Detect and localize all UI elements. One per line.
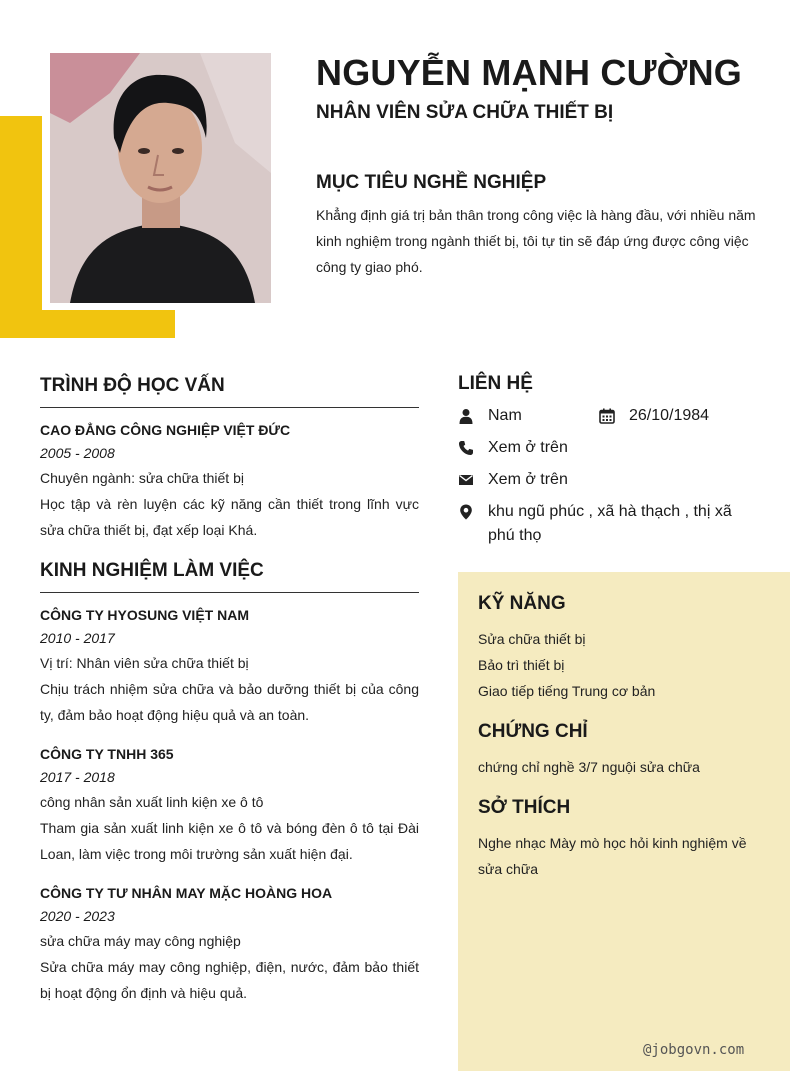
- section-divider: [40, 592, 419, 593]
- address-value: khu ngũ phúc , xã hà thạch , thị xã phú thọ: [488, 503, 732, 544]
- description: Chịu trách nhiệm sửa chữa và bảo dưỡng thiết bị của công ty, đảm bảo hoạt động hiệu quả và an toàn.: [40, 681, 419, 723]
- experience-heading: KINH NGHIỆM LÀM VIỆC: [40, 560, 264, 581]
- contact-email: [458, 468, 758, 492]
- hobbies-text: Nghe nhạc Mày mò học hỏi kinh nghiệm về sửa chữa: [478, 835, 747, 877]
- period: 2017 - 2018: [40, 769, 115, 785]
- section-divider: [40, 407, 419, 408]
- job-title: NHÂN VIÊN SỬA CHỮA THIẾT BỊ: [316, 102, 614, 123]
- watermark: @jobgovn.com: [643, 1042, 745, 1058]
- email-value: Xem ở trên: [488, 471, 568, 488]
- phone-value: Xem ở trên: [488, 439, 568, 456]
- period: 2005 - 2008: [40, 445, 115, 461]
- description: Học tập và rèn luyện các kỹ năng cần thiết trong lĩnh vực sửa chữa thiết bị, đạt xếp loại Khá.: [40, 496, 419, 538]
- objective-heading: MỤC TIÊU NGHỀ NGHIỆP: [316, 172, 547, 193]
- description: Tham gia sản xuất linh kiện xe ô tô và bóng đèn ô tô tại Đài Loan, làm việc trong môi trường sản xuất hiện đại.: [40, 820, 419, 862]
- position: sửa chữa máy may công nghiệp: [40, 933, 241, 949]
- school-name: CAO ĐẲNG CÔNG NGHIỆP VIỆT ĐỨC: [40, 422, 291, 438]
- certificate-item: chứng chỉ nghề 3/7 nguội sửa chữa: [478, 759, 700, 775]
- skills-list: [478, 626, 758, 704]
- position: công nhân sản xuất linh kiện xe ô tô: [40, 794, 264, 810]
- phone-icon: [458, 436, 488, 460]
- location-pin-icon: [458, 500, 488, 548]
- accent-block-horizontal: [0, 310, 175, 338]
- contact-heading: LIÊN HỆ: [458, 373, 533, 394]
- skills-heading: KỸ NĂNG: [478, 593, 566, 614]
- education-item: [40, 419, 419, 543]
- contact-address: [458, 500, 748, 548]
- company-name: CÔNG TY TƯ NHÂN MAY MẶC HOÀNG HOA: [40, 885, 333, 901]
- hobbies-heading: SỞ THÍCH: [478, 797, 571, 818]
- gender-value: Nam: [488, 407, 522, 424]
- certificates-heading: CHỨNG CHỈ: [478, 721, 588, 742]
- skill-item: Sửa chữa thiết bị: [478, 631, 586, 647]
- education-heading: TRÌNH ĐỘ HỌC VẤN: [40, 375, 225, 396]
- experience-item: [40, 743, 419, 867]
- description: Sửa chữa máy may công nghiệp, điện, nước, đảm bảo thiết bị hoạt động ổn định và hiệu quả.: [40, 959, 419, 1001]
- company-name: CÔNG TY TNHH 365: [40, 746, 174, 762]
- profile-photo: [50, 53, 271, 303]
- contact-birthday: [599, 404, 759, 428]
- candidate-name: NGUYỄN MẠNH CƯỜNG: [316, 52, 742, 93]
- major: Chuyên ngành: sửa chữa thiết bị: [40, 470, 244, 486]
- calendar-icon: [599, 404, 629, 428]
- skill-item: Bảo trì thiết bị: [478, 657, 565, 673]
- birthday-value: 26/10/1984: [629, 407, 710, 424]
- experience-item: [40, 882, 419, 1006]
- experience-item: [40, 604, 419, 728]
- period: 2020 - 2023: [40, 908, 115, 924]
- contact-phone: [458, 436, 758, 460]
- period: 2010 - 2017: [40, 630, 115, 646]
- contact-gender: [458, 404, 598, 428]
- skill-item: Giao tiếp tiếng Trung cơ bản: [478, 683, 656, 699]
- objective-text: Khẳng định giá trị bản thân trong công việc là hàng đầu, với nhiều năm kinh nghiệm trong ngành thiết bị, tôi tự tin sẽ đáp ứng được công việc công ty giao phó.: [316, 207, 756, 275]
- certificates-list: [478, 754, 758, 780]
- accent-block-vertical: [0, 116, 42, 338]
- mail-icon: [458, 468, 488, 492]
- company-name: CÔNG TY HYOSUNG VIỆT NAM: [40, 607, 249, 623]
- position: Vị trí: Nhân viên sửa chữa thiết bị: [40, 655, 249, 671]
- person-icon: [458, 404, 488, 428]
